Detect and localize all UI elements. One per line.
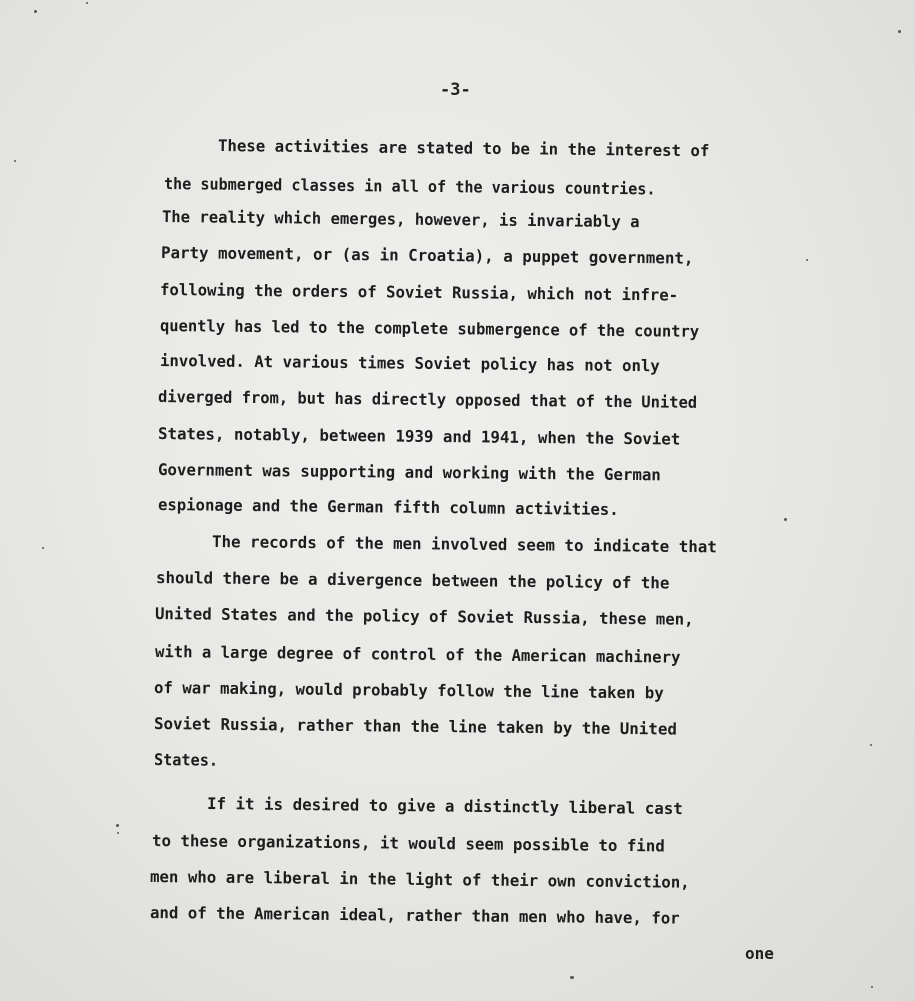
- text-line: United States and the policy of Soviet Russia, these men,: [154, 604, 694, 629]
- text-line: the submerged classes in all of the various countries.: [163, 174, 656, 199]
- scan-speck: [116, 824, 119, 827]
- text-line: espionage and the German fifth column activities.: [157, 495, 619, 519]
- text-line: These activities are stated to be in the interest of: [217, 136, 710, 161]
- scan-speck: [117, 832, 119, 834]
- text-line: The records of the men involved seem to indicate that: [211, 532, 718, 557]
- scan-speck: [898, 30, 901, 33]
- page-number: -3-: [440, 80, 471, 100]
- text-line: of war making, would probably follow the line taken by: [153, 678, 664, 703]
- text-line: If it is desired to give a distinctly liberal cast: [206, 794, 683, 819]
- text-line: involved. At various times Soviet policy has not only: [159, 351, 660, 376]
- scan-speck: [86, 2, 88, 4]
- scan-speck: [14, 160, 16, 162]
- text-line: Soviet Russia, rather than the line taken by the United: [153, 714, 677, 739]
- scan-speck: [34, 10, 37, 13]
- scan-speck: [42, 547, 44, 549]
- text-line: with a large degree of control of the American machinery: [154, 642, 681, 667]
- text-line: to these organizations, it would seem possible to find: [151, 831, 665, 856]
- text-line: The reality which emerges, however, is invariably a: [161, 207, 640, 232]
- text-line: States, notably, between 1939 and 1941, when the Soviet: [157, 424, 681, 449]
- text-line: diverged from, but has directly opposed that of the United: [157, 387, 698, 412]
- text-line: following the orders of Soviet Russia, which not infre-: [159, 280, 679, 305]
- continuation-word: one: [745, 944, 774, 963]
- text-line: States.: [153, 750, 219, 770]
- scan-speck: [870, 744, 872, 746]
- text-line: Party movement, or (as in Croatia), a puppet government,: [160, 243, 694, 268]
- scan-speck: [570, 976, 574, 979]
- text-line: men who are liberal in the light of their own conviction,: [149, 867, 690, 892]
- text-line: quently has led to the complete submergence of the country: [159, 316, 700, 341]
- scan-speck: [806, 259, 808, 261]
- scan-speck: [784, 518, 787, 521]
- text-line: Government was supporting and working with the German: [157, 460, 661, 485]
- scan-speck: [871, 986, 873, 988]
- text-line: and of the American ideal, rather than men who have, for: [149, 903, 680, 928]
- text-line: should there be a divergence between the policy of the: [155, 568, 670, 593]
